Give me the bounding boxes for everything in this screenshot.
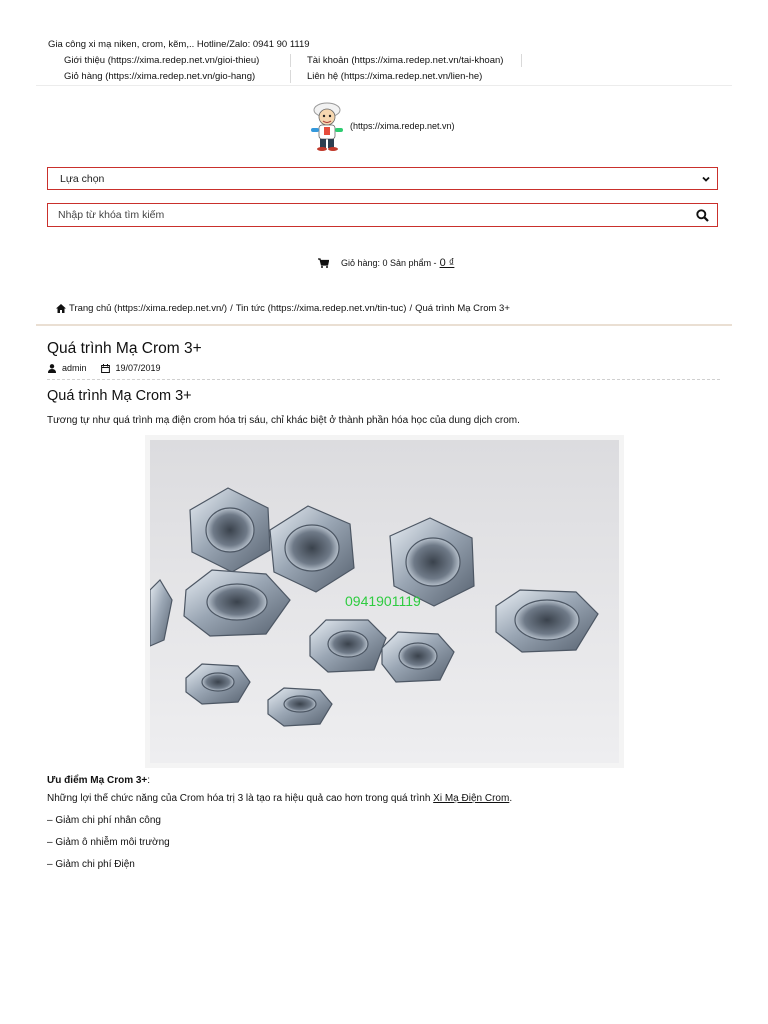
breadcrumb-separator: / (409, 303, 413, 314)
advantages-title (47, 775, 150, 786)
advantages-title-bold: Ưu điểm Mạ Crom 3+ (47, 775, 148, 786)
post-intro: Tương tự như quá trình mạ điện crom hóa trị sáu, chỉ khác biệt ở thành phần hóa học của dung dịch crom. (47, 415, 520, 426)
calendar-icon (101, 364, 110, 373)
breadcrumb-news[interactable]: Tin tức (https://xima.redep.net.vn/tin-tuc) (235, 303, 407, 314)
advantages-paragraph-end: . (509, 793, 513, 804)
post-date: 19/07/2019 (115, 363, 161, 373)
user-icon (48, 364, 56, 373)
home-icon (56, 304, 66, 313)
breadcrumb-current: Quá trình Mạ Crom 3+ (415, 303, 510, 314)
hotline-text: Gia công xi mạ niken, crom, kẽm,.. Hotline/Zalo: 0941 90 1119 (48, 39, 310, 50)
meta-divider (47, 379, 720, 380)
xi-ma-dien-crom-link[interactable]: Xi Mạ Điện Crom (433, 793, 510, 804)
post-author[interactable]: admin (62, 363, 87, 373)
breadcrumb (56, 303, 510, 314)
cart-label: Giỏ hàng: 0 Sản phẩm - (341, 258, 437, 268)
post-meta (48, 363, 161, 373)
list-item: – Giảm ô nhiễm môi trường (47, 837, 170, 848)
post-heading: Quá trình Mạ Crom 3+ (47, 388, 192, 404)
category-select[interactable] (47, 167, 718, 190)
nav-link-about[interactable]: Giới thiệu (https://xima.redep.net.vn/gioi-thieu) (48, 54, 291, 67)
header-divider (36, 85, 732, 86)
chevron-down-icon (701, 174, 711, 184)
category-select-value: Lựa chọn (60, 172, 105, 185)
breadcrumb-separator: / (230, 303, 233, 314)
nav-link-contact[interactable]: Liên hệ (https://xima.redep.net.vn/lien-he) (307, 70, 483, 82)
search-input[interactable] (47, 203, 718, 227)
nav-link-cart[interactable]: Giỏ hàng (https://xima.redep.net.vn/gio-hang) (48, 70, 291, 83)
breadcrumb-divider (36, 324, 732, 326)
cart-summary[interactable] (318, 257, 454, 269)
list-item: – Giảm chi phí Điện (47, 859, 135, 870)
site-logo[interactable] (306, 101, 348, 153)
advantages-paragraph-text: Những lợi thế chức năng của Crom hóa trị 3 là tạo ra hiệu quả cao hơn trong quá trình (47, 793, 434, 804)
cart-icon (318, 258, 329, 268)
nav-link-account[interactable]: Tài khoản (https://xima.redep.net.vn/tai-khoan) (291, 54, 522, 67)
top-nav (48, 52, 548, 84)
cart-amount: 0 ₫ (439, 257, 455, 269)
logo-link[interactable]: (https://xima.redep.net.vn) (350, 121, 455, 131)
list-item: – Giảm chi phí nhân công (47, 815, 161, 826)
advantages-colon: : (147, 775, 151, 786)
page-title: Quá trình Mạ Crom 3+ (47, 340, 202, 357)
search-icon[interactable] (696, 209, 709, 222)
advantages-paragraph (47, 793, 512, 804)
image-watermark: 0941901119 (345, 593, 421, 609)
breadcrumb-home[interactable]: Trang chủ (https://xima.redep.net.vn/) (69, 303, 228, 314)
search-placeholder: Nhập từ khóa tìm kiếm (58, 209, 165, 221)
